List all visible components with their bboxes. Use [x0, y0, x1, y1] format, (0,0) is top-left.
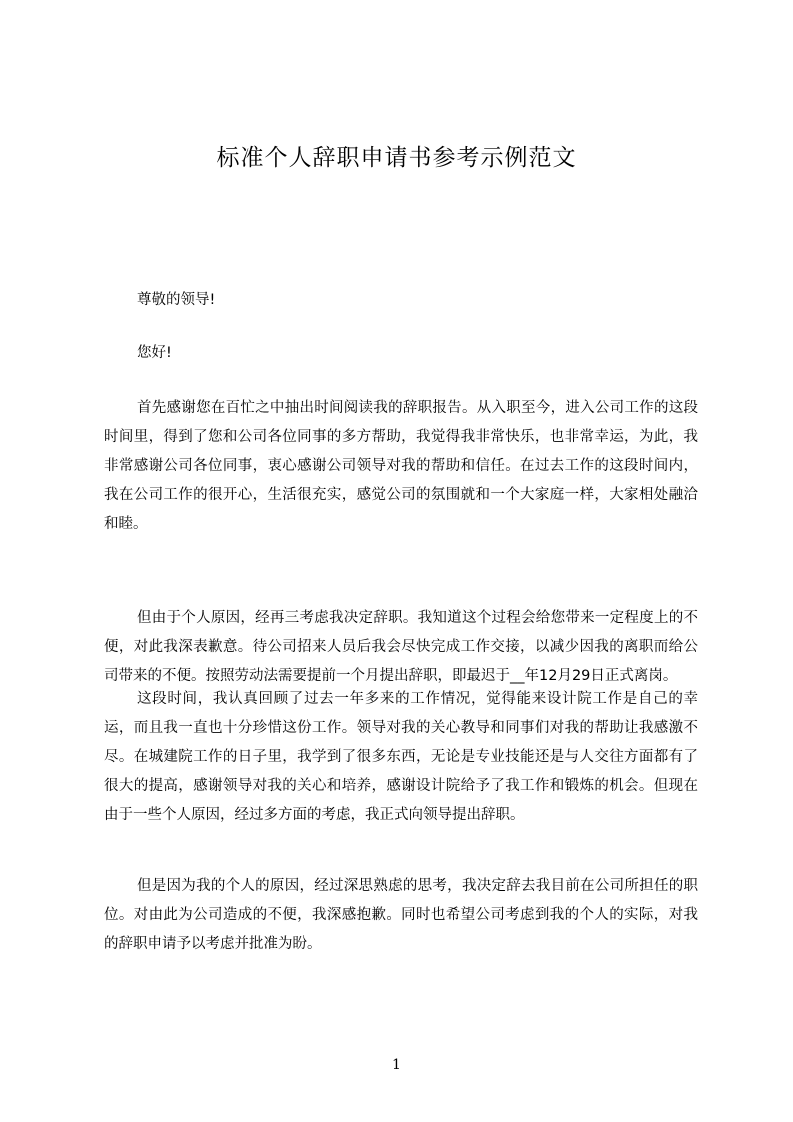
paragraph-4: 但是因为我的个人的原因，经过深思熟虑的思考，我决定辞去我目前在公司所担任的职位。对由此为公司造成的不便，我深感抱歉。同时也希望公司考虑到我的个人的实际，对我的辞职申请予以考虑并批准为盼。: [104, 878, 698, 952]
document-title: 标准个人辞职申请书参考示例范文: [216, 145, 577, 171]
greeting: 您好!: [137, 345, 172, 361]
paragraph-2: 但由于个人原因，经再三考虑我决定辞职。我知道这个过程会给您带来一定程度上的不便，对此我深表歉意。待公司招来人员后我会尽快完成工作交接，以减少因我的离职而给公司带来的不便。按照劳动法需要提前一个月提出辞职，即最迟于__年12月29日正式离岗。: [104, 610, 698, 684]
paragraph-1: 首先感谢您在百忙之中抽出时间阅读我的辞职报告。从入职至今，进入公司工作的这段时间里，得到了您和公司各位同事的多方帮助，我觉得我非常快乐，也非常幸运，为此，我非常感谢公司各位同事，衷心感谢公司领导对我的帮助和信任。在过去工作的这段时间内，我在公司工作的很开心，生活很充实，感觉公司的氛围就和一个大家庭一样，大家相处融洽和睦。: [104, 400, 698, 532]
salutation: 尊敬的领导!: [137, 292, 216, 308]
paragraph-3: 这段时间，我认真回顾了过去一年多来的工作情况，觉得能来设计院工作是自己的幸运，而且我一直也十分珍惜这份工作。领导对我的关心教导和同事们对我的帮助让我感激不尽。在城建院工作的日子里，我学到了很多东西，无论是专业技能还是与人交往方面都有了很大的提高，感谢领导对我的关心和培养，感谢设计院给予了我工作和锻炼的机会。但现在由于一些个人原因，经过多方面的考虑，我正式向领导提出辞职。: [104, 691, 698, 823]
page-number: 1: [392, 1057, 401, 1073]
